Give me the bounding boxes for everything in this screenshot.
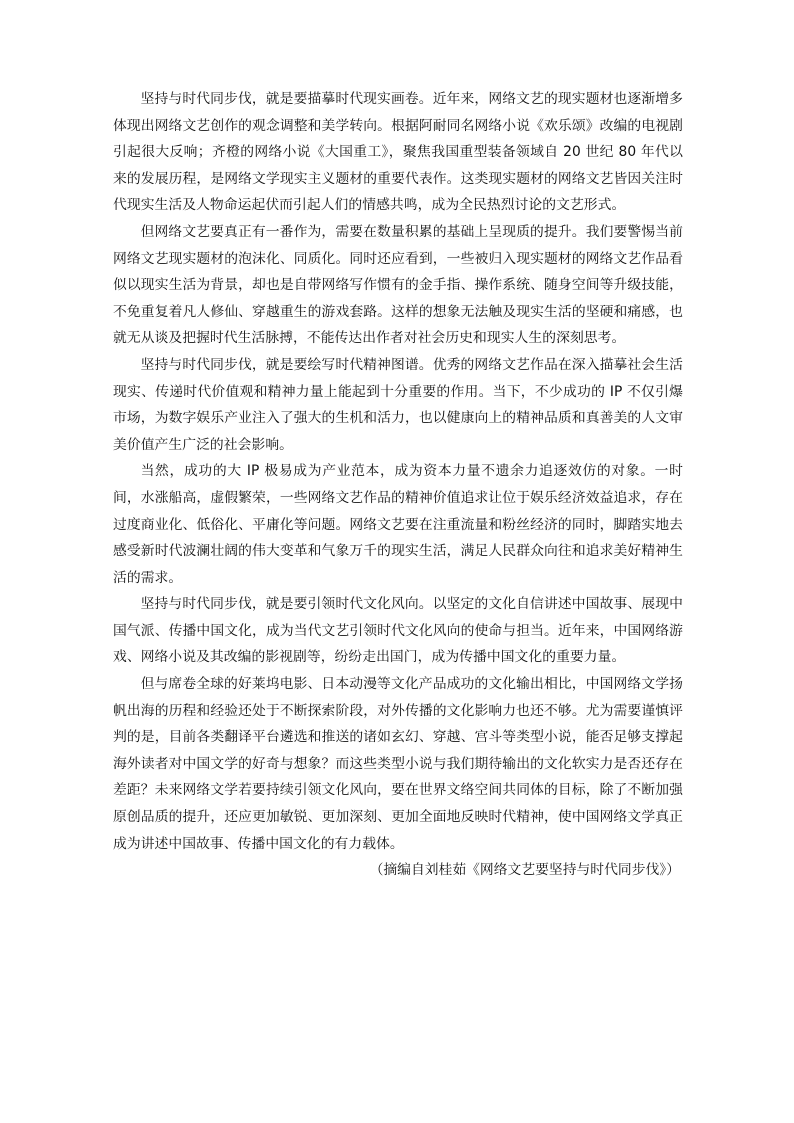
paragraph-1: 坚持与时代同步伐，就是要描摹时代现实画卷。近年来，网络文艺的现实题材也逐渐增多体现出网络文艺创作的观念调整和美学转向。根据阿耐同名网络小说《欢乐颂》改编的电视剧引起很大反响；齐橙的网络小说《大国重工》，聚焦我国重型装备领域自 20 世纪 80 年代以来的发展历程，是网络文学现实主义题材的重要代表作。这类现实题材的网络文艺皆因关注时代现实生活及人物命运起伏而引起人们的情感共鸣，成为全民热烈讨论的文艺形式。: [113, 91, 683, 214]
article-body: [113, 86, 683, 884]
paragraph-2: 但网络文艺要真正有一番作为，需要在数量积累的基础上呈现质的提升。我们要警惕当前网络文艺现实题材的泡沫化、同质化。同时还应看到，一些被归入现实题材的网络文艺作品看似以现实生活为背景，却也是自带网络写作惯有的金手指、操作系统、随身空间等升级技能，不免重复着凡人修仙、穿越重生的游戏套路。这样的想象无法触及现实生活的坚硬和痛感，也就无从谈及把握时代生活脉搏，不能传达出作者对社会历史和现实人生的深刻思考。: [113, 223, 683, 347]
paragraph-5: 坚持与时代同步伐，就是要引领时代文化风向。以坚定的文化自信讲述中国故事、展现中国气派、传播中国文化，成为当代文艺引领时代文化风向的使命与担当。近年来，中国网络游戏、网络小说及其改编的影视剧等，纷纷走出国门，成为传播中国文化的重要力量。: [113, 596, 683, 666]
paragraph-6: 但与席卷全球的好莱坞电影、日本动漫等文化产品成功的文化输出相比，中国网络文学扬帆出海的历程和经验还处于不断探索阶段，对外传播的文化影响力也还不够。尤为需要谨慎评判的是，目前各类翻译平台遴选和推送的诸如玄幻、穿越、宫斗等类型小说，能否足够支撑起海外读者对中国文学的好奇与想象？而这些类型小说与我们期待输出的文化软实力是否还存在差距？未来网络文学若要持续引领文化风向，要在世界文络空间共同体的目标，除了不断加强原创品质的提升，还应更加敏锐、更加深刻、更加全面地反映时代精神，使中国网络文学真正成为讲述中国故事、传播中国文化的有力载体。: [113, 676, 683, 852]
paragraph-4: 当然，成功的大 IP 极易成为产业范本，成为资本力量不遗余力追逐效仿的对象。一时间，水涨船高，虚假繁荣，一些网络文艺作品的精神价值追求让位于娱乐经济效益追求，存在过度商业化、低俗化、平庸化等问题。网络文艺要在注重流量和粉丝经济的同时，脚踏实地去感受新时代波澜壮阔的伟大变革和气象万千的现实生活，满足人民群众向往和追求美好精神生活的需求。: [113, 463, 683, 586]
source-citation: （摘编自刘桂茹《网络文艺要坚持与时代同步伐》）: [369, 862, 680, 879]
paragraph-3: 坚持与时代同步伐，就是要绘写时代精神图谱。优秀的网络文艺作品在深入描摹社会生活现实、传递时代价值观和精神力量上能起到十分重要的作用。当下，不少成功的 IP 不仅引爆市场，为数字娱乐产业注入了强大的生机和活力，也以健康向上的精神品质和真善美的人文审美价值产生广泛的社会影响。: [113, 356, 683, 453]
